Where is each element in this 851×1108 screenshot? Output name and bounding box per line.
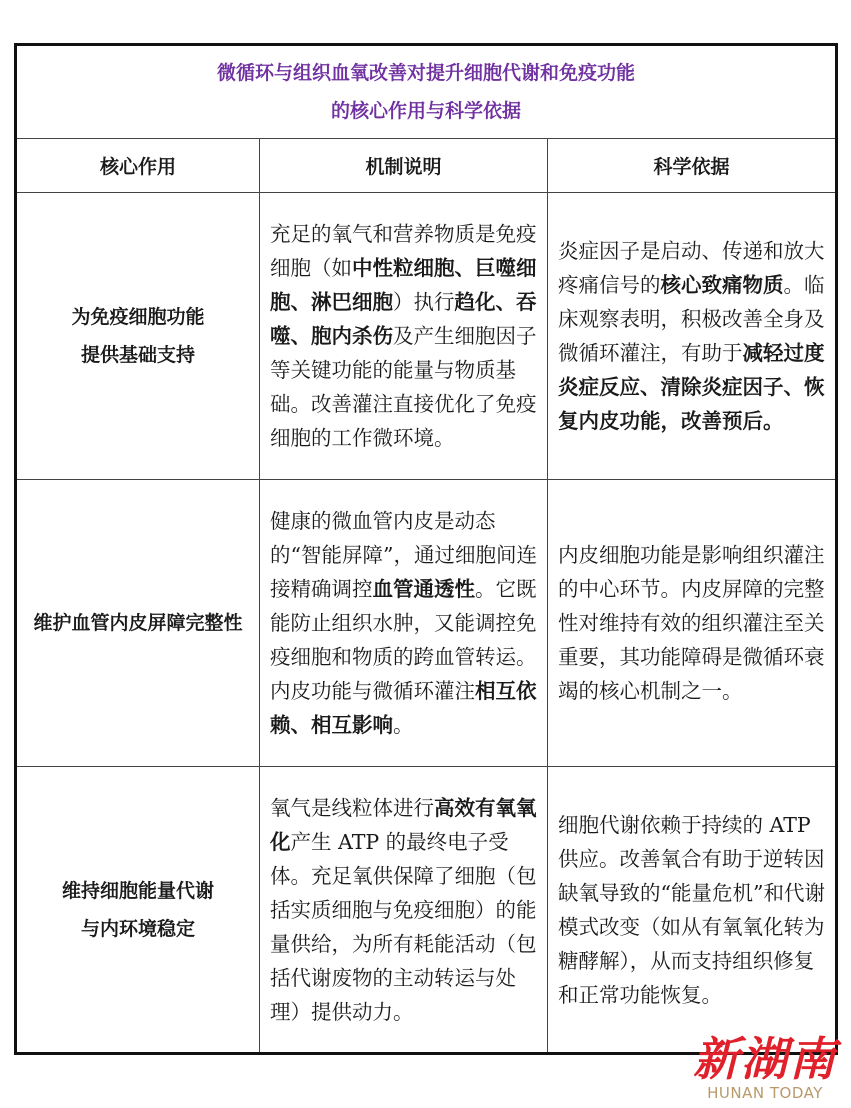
header-core-role: 核心作用 (16, 139, 260, 193)
text-segment: ）执行 (393, 290, 455, 314)
bold-text: 减轻过度炎症反应、清除炎症因子、恢复内皮功能，改善预后。 (558, 341, 825, 433)
mechanism-cell (260, 767, 548, 1054)
table-row (16, 767, 837, 1054)
table-title (16, 45, 837, 139)
evidence-cell (548, 193, 837, 480)
mechanism-cell (260, 193, 548, 480)
core-role-line: 为免疫细胞功能 (71, 306, 205, 328)
bold-text: 趋化、吞噬、胞内杀伤 (270, 290, 537, 348)
evidence-cell (548, 480, 837, 767)
core-role-line: 与内环境稳定 (80, 917, 195, 940)
text-segment: 及产生细胞因子等关键功能的能量与物质基础。改善灌注直接优化了免疫细胞的工作微环境。 (270, 324, 537, 450)
text-segment: 内皮细胞功能是影响组织灌注的中心环节。内皮屏障的完整性对维持有效的组织灌注至关重要，其功能障碍是微循环衰竭的核心机制之一。 (558, 543, 825, 703)
text-segment: 产生 ATP 的最终电子受体。充足氧供保障了细胞（包括实质细胞与免疫细胞）的能量供给，为所有耗能活动（包括代谢废物的主动转运与处理）提供动力。 (270, 829, 537, 1024)
table-row (16, 193, 837, 480)
bold-text: 高效有氧氧化 (270, 795, 537, 854)
mechanism-cell (260, 480, 548, 767)
hunan-today-logo (693, 1034, 837, 1102)
text-segment: 氧气是线粒体进行 (270, 795, 434, 820)
info-table (14, 43, 838, 1055)
evidence-cell (548, 767, 837, 1054)
text-segment: 。临床观察表明，积极改善全身及微循环灌注，有助于 (558, 273, 825, 365)
table-row (16, 480, 837, 767)
text-segment: 细胞代谢依赖于持续的 ATP 供应。改善氧合有助于逆转因缺氧导致的“能量危机”和代谢模式改变（如从有氧氧化转为糖酵解），从而支持组织修复和正常功能恢复。 (558, 812, 825, 1007)
title-line-2: 的核心作用与科学依据 (331, 100, 522, 122)
text-segment: 。 (393, 713, 414, 737)
text-segment: 。它既能防止组织水肿，又能调控免疫细胞和物质的跨血管转运。内皮功能与微循环灌注 (270, 577, 537, 703)
title-line-1: 微循环与组织血氧改善对提升细胞代谢和免疫功能 (217, 62, 636, 84)
bold-text: 血管通透性 (372, 577, 475, 601)
text-segment: 健康的微血管内皮是动态的“智能屏障”，通过细胞间连接精确调控 (270, 509, 537, 601)
core-role-cell (16, 480, 260, 767)
text-segment: 炎症因子是启动、传递和放大疼痛信号的 (558, 239, 825, 297)
header-evidence: 科学依据 (548, 139, 837, 193)
core-role-cell (16, 193, 260, 480)
core-role-line: 提供基础支持 (80, 344, 195, 366)
logo-english: HUNAN TODAY (707, 1084, 823, 1102)
text-segment: 充足的氧气和营养物质是免疫细胞（如 (270, 222, 537, 280)
bold-text: 核心致痛物质 (660, 273, 784, 297)
logo-chinese: 新湖南 (693, 1032, 837, 1086)
core-role-cell (16, 767, 260, 1054)
bold-text: 中性粒细胞、巨噬细胞、淋巴细胞 (270, 256, 537, 314)
header-mechanism: 机制说明 (260, 139, 548, 193)
bold-text: 相互依赖、相互影响 (270, 679, 537, 737)
core-role-line: 维持细胞能量代谢 (61, 879, 214, 902)
core-role-line: 维护血管内皮屏障完整性 (33, 612, 243, 634)
